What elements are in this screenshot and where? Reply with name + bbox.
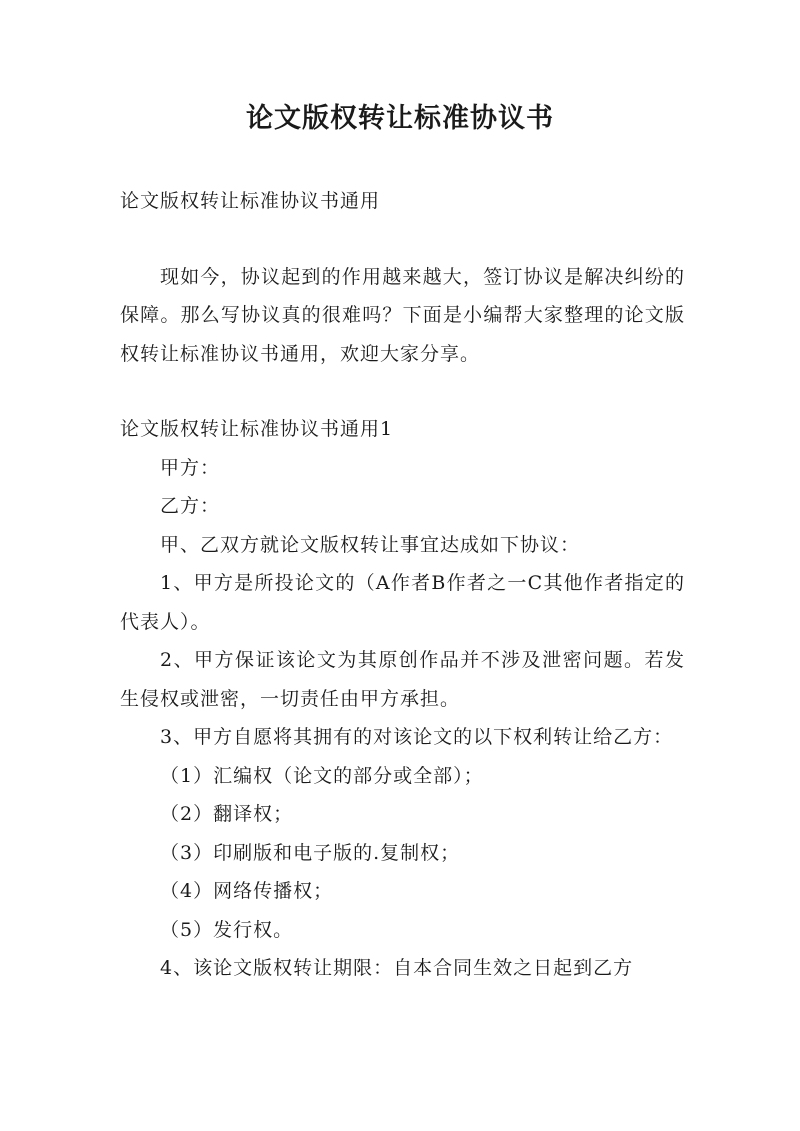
agreement-intro: 甲、乙双方就论文版权转让事宜达成如下协议：	[160, 533, 581, 556]
document-body	[120, 182, 685, 988]
spacer	[120, 373, 685, 410]
right-item: （2）翻译权；	[160, 803, 294, 825]
party-b-line: 乙方：	[160, 495, 221, 517]
right-item: （3）印刷版和电子版的.复制权；	[160, 841, 461, 864]
party-a-line: 甲方：	[160, 456, 221, 479]
right-item: （5）发行权。	[160, 918, 294, 941]
clause-4: 4、该论文版权转让期限：自本合同生效之日起到乙方	[160, 957, 634, 979]
clause-1: 1、甲方是所投论文的（A作者B作者之一C其他作者指定的代表人）。	[120, 572, 685, 633]
section-heading: 论文版权转让标准协议书通用1	[120, 418, 394, 440]
right-item: （4）网络传播权；	[160, 880, 334, 902]
intro-paragraph: 现如今，协议起到的作用越来越大，签订协议是解决纠纷的保障。那么写协议真的很难吗？下面是小编帮大家整理的论文版权转让标准协议书通用，欢迎大家分享。	[120, 265, 685, 365]
clause-3: 3、甲方自愿将其拥有的对该论文的以下权利转让给乙方：	[160, 726, 674, 748]
clause-2: 2、甲方保证该论文为其原创作品并不涉及泄密问题。若发生侵权或泄密，一切责任由甲方承担。	[120, 649, 685, 710]
document-title: 论文版权转让标准协议书	[246, 103, 554, 134]
document-subtitle: 论文版权转让标准协议书通用	[120, 190, 381, 212]
spacer	[120, 221, 685, 258]
right-item: （1）汇编权（论文的部分或全部）；	[160, 764, 484, 787]
